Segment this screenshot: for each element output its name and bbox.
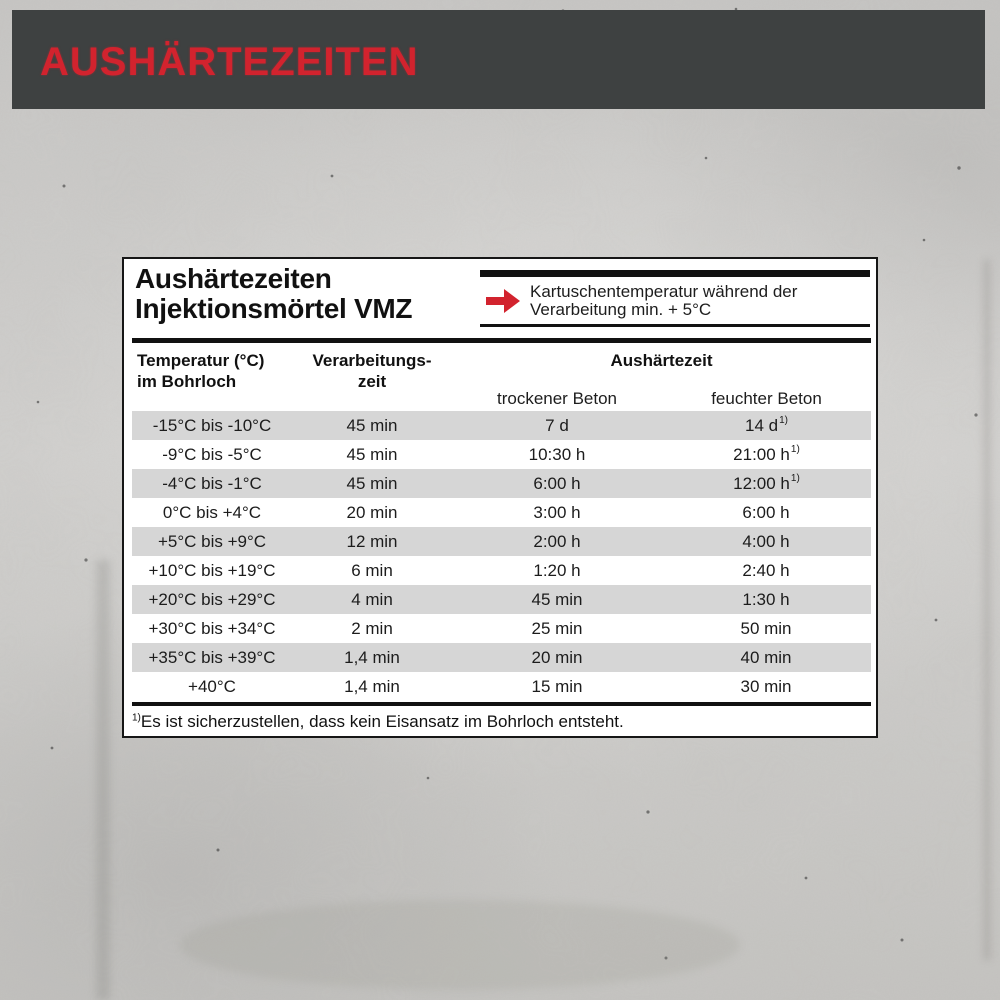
working-time-cell: 45 min xyxy=(346,444,398,464)
column-header-curing-time: Aushärtezeit xyxy=(610,351,713,370)
temperature-cell: +5°C bis +9°C xyxy=(132,527,292,556)
arrow-right-icon xyxy=(486,288,520,314)
wet-concrete-cell: 1:30 h xyxy=(662,585,871,614)
dry-concrete-cell: 45 min xyxy=(452,585,662,614)
footnote-marker: 1) xyxy=(779,414,788,426)
column-header-temperature: Temperatur (°C) im Bohrloch xyxy=(137,351,265,391)
card-title xyxy=(135,264,412,324)
temperature-cell: +40°C xyxy=(188,676,236,696)
cartridge-temperature-note xyxy=(480,270,870,327)
temperature-cell: +30°C bis +34°C xyxy=(148,618,276,638)
footnote-marker: 1) xyxy=(790,472,800,484)
note-bottom-rule xyxy=(480,324,870,327)
wet-concrete-cell: 12:00 h $^{1)}$ xyxy=(662,469,871,498)
working-time-cell: 45 min xyxy=(292,411,452,440)
wet-concrete-cell: 2:40 h xyxy=(742,560,790,580)
temperature-cell: +35°C bis +39°C xyxy=(132,643,292,672)
footnote-marker: 1) xyxy=(790,443,800,455)
curing-times-card xyxy=(122,257,878,738)
working-time-cell: 1,4 min xyxy=(344,676,400,696)
table-header xyxy=(132,349,871,411)
dry-concrete-cell: 10:30 h xyxy=(528,444,586,464)
concrete-smudge xyxy=(180,900,740,990)
note-text-line1: Kartuschentemperatur während der xyxy=(530,282,798,301)
footnote-marker: 1) xyxy=(132,712,141,724)
dry-concrete-cell: 3:00 h xyxy=(533,502,581,522)
subcolumn-header-dry-concrete: trockener Beton xyxy=(496,389,617,408)
note-text-line2: Verarbeitung min. + 5°C xyxy=(530,300,712,319)
wet-concrete-cell: 4:00 h xyxy=(662,527,871,556)
working-time-cell: 45 min xyxy=(292,469,452,498)
note-top-rule xyxy=(480,270,870,277)
note-text xyxy=(530,283,797,319)
working-time-cell: 1,4 min xyxy=(292,643,452,672)
temperature-cell: -4°C bis -1°C xyxy=(132,469,292,498)
temperature-cell: 0°C bis +4°C xyxy=(162,502,262,522)
temperature-cell: -15°C bis -10°C xyxy=(132,411,292,440)
table-bottom-rule xyxy=(132,702,871,706)
dry-concrete-cell: 20 min xyxy=(452,643,662,672)
page-banner xyxy=(12,10,985,109)
subcolumn-header-wet-concrete: feuchter Beton xyxy=(711,389,822,408)
dry-concrete-cell: 1:20 h xyxy=(533,560,581,580)
temperature-cell: +10°C bis +19°C xyxy=(148,560,276,580)
wet-concrete-cell: 21:00 h $^{1)}$ xyxy=(733,443,800,464)
page-title: AUSHÄRTEZEITEN xyxy=(40,40,419,84)
dry-concrete-cell: 2:00 h xyxy=(452,527,662,556)
working-time-cell: 12 min xyxy=(292,527,452,556)
card-title-line2: Injektionsmörtel VMZ xyxy=(135,293,413,324)
card-title-line1: Aushärtezeiten xyxy=(135,263,332,294)
temperature-cell: +20°C bis +29°C xyxy=(132,585,292,614)
temperature-cell: -9°C bis -5°C xyxy=(162,444,262,464)
concrete-streak xyxy=(984,260,990,960)
table-top-rule xyxy=(132,338,871,343)
table-body xyxy=(132,411,871,701)
column-header-working-time: Verarbeitungs- zeit xyxy=(312,351,432,391)
wet-concrete-cell: 40 min xyxy=(662,643,871,672)
working-time-cell: 4 min xyxy=(292,585,452,614)
dry-concrete-cell: 15 min xyxy=(531,676,583,696)
footnote: $^{1)}$Es ist sicherzustellen, dass kein Eisansatz im Bohrloch entsteht. xyxy=(132,712,624,731)
dry-concrete-cell: 7 d xyxy=(452,411,662,440)
dry-concrete-cell: 25 min xyxy=(531,618,583,638)
wet-concrete-cell: 50 min xyxy=(740,618,792,638)
wet-concrete-cell: 14 d $^{1)}$ xyxy=(662,411,871,440)
working-time-cell: 2 min xyxy=(351,618,393,638)
wet-concrete-cell: 30 min xyxy=(740,676,792,696)
working-time-cell: 20 min xyxy=(346,502,398,522)
dry-concrete-cell: 6:00 h xyxy=(452,469,662,498)
working-time-cell: 6 min xyxy=(351,560,393,580)
concrete-streak xyxy=(96,560,110,1000)
wet-concrete-cell: 6:00 h xyxy=(742,502,790,522)
